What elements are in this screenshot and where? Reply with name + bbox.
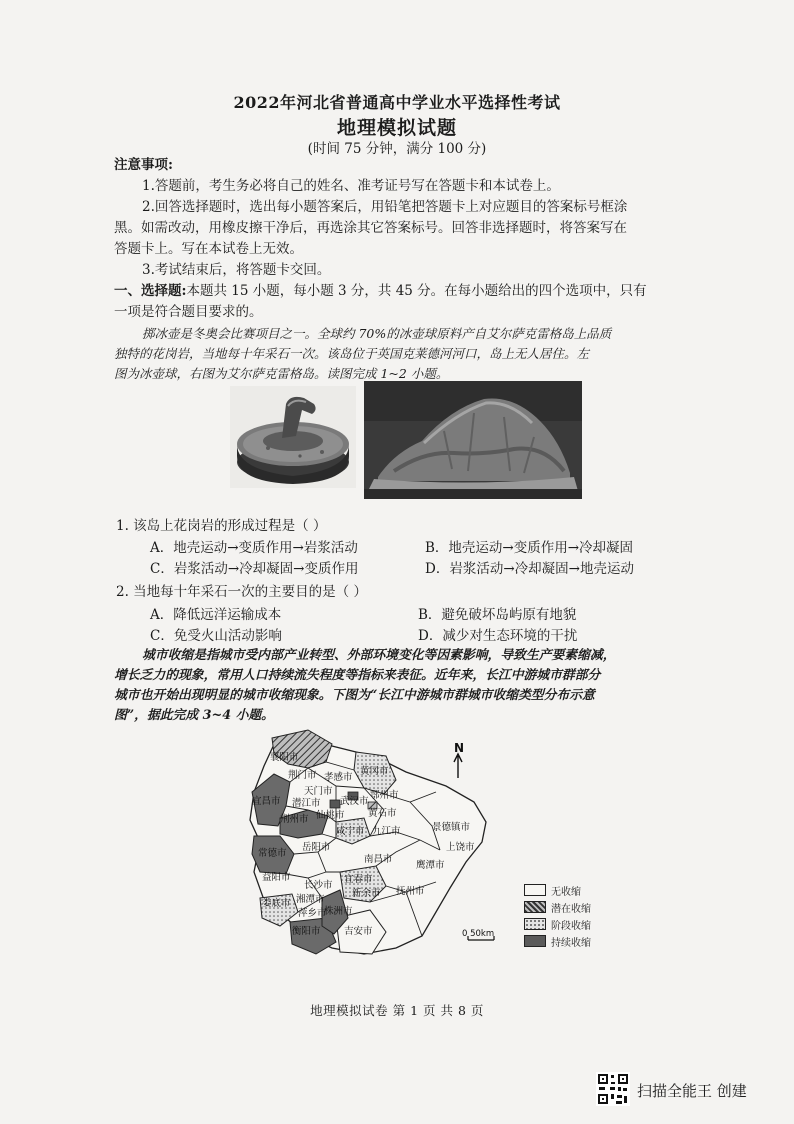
city-nanchang: 南昌市 [364,854,393,865]
city-tianmen: 天门市 [304,786,333,797]
city-changsha: 长沙市 [304,880,333,891]
question-2-option-d: D．减少对生态环境的干扰 [418,628,578,644]
curling-stone-photo [230,386,356,488]
notes-item-3: 3.考试结束后，将答题卡交回。 [142,262,331,278]
city-qianjiang: 潜江市 [292,798,321,809]
city-pingxiang: 萍乡市 [298,908,327,919]
notes-item-2-line-1: 2.回答选择题时，选出每小题答案后，用铅笔把答题卡上对应题目的答案标号框涂 [142,199,628,215]
legend-label-continuous: 持续收缩 [551,938,591,949]
legend-swatch-continuous [524,935,546,947]
passage-2-line-3: 城市也开始出现明显的城市收缩现象。下图为“长江中游城市群城市收缩类型分布示意 [114,688,595,703]
city-huanggang: 黄冈市 [360,766,389,777]
passage-2-line-2: 增长乏力的现象，常用人口持续流失程度等指标来表征。近年来，长江中游城市群部分 [114,668,601,683]
city-jingzhou: 荆州市 [280,814,309,825]
question-2-option-a: A．降低远洋运输成本 [150,607,282,623]
question-2-option-b: B．避免破坏岛屿原有地貌 [418,607,577,623]
city-loudi: 娄底市 [262,898,291,909]
question-2-stem: 2. 当地每十年采石一次的主要目的是（ ） [116,584,367,600]
city-yichun: 宜春市 [344,874,373,885]
passage-1-line-1: 掷冰壶是冬奥会比赛项目之一。全球约 70%的冰壶球原料产自艾尔萨克雷格岛上品质 [142,326,612,341]
time-info: (时间 75 分钟，满分 100 分) [307,141,487,157]
legend-swatch-potential [524,901,546,913]
city-wuhan: 武汉市 [340,796,369,807]
legend-label-phase: 阶段收缩 [551,921,591,932]
section-1-line-1 [114,282,647,300]
city-yingtan: 鹰潭市 [416,860,445,871]
passage-2-line-1: 城市收缩是指城市受内部产业转型、外部环境变化等因素影响，导致生产要素缩减， [142,648,616,663]
exam-subtitle: 地理模拟试题 [336,117,457,139]
section-1-instruction: 本题共 15 小题，每小题 3 分，共 45 分。在每小题给出的四个选项中，只有 [186,283,647,299]
section-1-line-2: 一项是符合题目要求的。 [114,304,263,320]
city-xiantao: 仙桃市 [316,810,345,821]
question-1-option-c: C．岩浆活动→冷却凝固→变质作用 [150,561,359,577]
notes-item-2-line-3: 答题卡上。写在本试卷上无效。 [114,241,303,257]
city-xiangtan: 湘潭市 [296,894,325,905]
city-zhuzhou: 株洲市 [324,906,353,917]
city-huangshi: 黄石市 [368,808,397,819]
legend-label-none: 无收缩 [551,887,581,898]
legend-swatch-none [524,884,546,896]
city-ezhou: 鄂州市 [370,790,399,801]
north-arrow-icon [454,754,462,778]
qr-code-icon [596,1072,630,1106]
city-yueyang: 岳阳市 [302,842,331,853]
city-xiangyang: 襄阳市 [270,752,299,763]
city-yiyang: 益阳市 [262,872,291,883]
north-label: N [454,741,465,755]
city-fuzhou: 抚州市 [396,886,425,897]
question-1-stem: 1. 该岛上花岗岩的形成过程是（ ） [116,518,327,534]
legend-swatch-phase [524,918,546,930]
passage-1-line-2: 独特的花岗岩，当地每十年采石一次。该岛位于英国克莱德河河口，岛上无人居住。左 [114,346,590,361]
notes-item-2-line-2: 黑。如需改动，用橡皮擦干净后，再选涂其它答案标号。回答非选择题时，将答案写在 [114,220,627,236]
legend-label-potential: 潜在收缩 [551,904,591,915]
city-changde: 常德市 [258,848,287,859]
city-shangrao: 上饶市 [446,842,475,853]
scanner-watermark: 扫描全能王 创建 [637,1082,747,1100]
city-xinyu: 新余市 [352,888,381,899]
scale-label: 0 50km [462,929,495,939]
city-xiaogan: 孝感市 [324,772,353,783]
city-xianning: 咸宁市 [336,826,365,837]
passage-2-line-4: 图”，据此完成 3~4 小题。 [114,708,274,723]
island-photo [364,381,582,499]
section-1-heading: 一、选择题: [114,283,187,299]
city-hengyang: 衡阳市 [292,926,321,937]
question-2-option-c: C．免受火山活动影响 [150,628,282,644]
exam-title: 2022年河北省普通高中学业水平选择性考试 [233,93,561,112]
city-jingmen: 荆门市 [288,770,317,781]
notes-heading: 注意事项: [114,157,173,173]
page-footer: 地理模拟试卷 第 1 页 共 8 页 [310,1003,484,1018]
question-1-option-b: B．地壳运动→变质作用→冷却凝固 [425,540,634,556]
question-1-option-d: D．岩浆活动→冷却凝固→地壳运动 [425,561,634,577]
passage-1-line-3: 图为冰壶球，右图为艾尔萨克雷格岛。读图完成 1~2 小题。 [114,366,449,381]
question-1-option-a: A．地壳运动→变质作用→岩浆活动 [150,540,358,556]
notes-item-1: 1.答题前，考生务必将自己的姓名、准考证号写在答题卡和本试卷上。 [142,178,560,194]
city-yichang: 宜昌市 [252,796,281,807]
city-jian: 吉安市 [344,926,373,937]
city-jiujiang: 九江市 [372,826,401,837]
city-jingdezhen: 景德镇市 [432,822,471,833]
